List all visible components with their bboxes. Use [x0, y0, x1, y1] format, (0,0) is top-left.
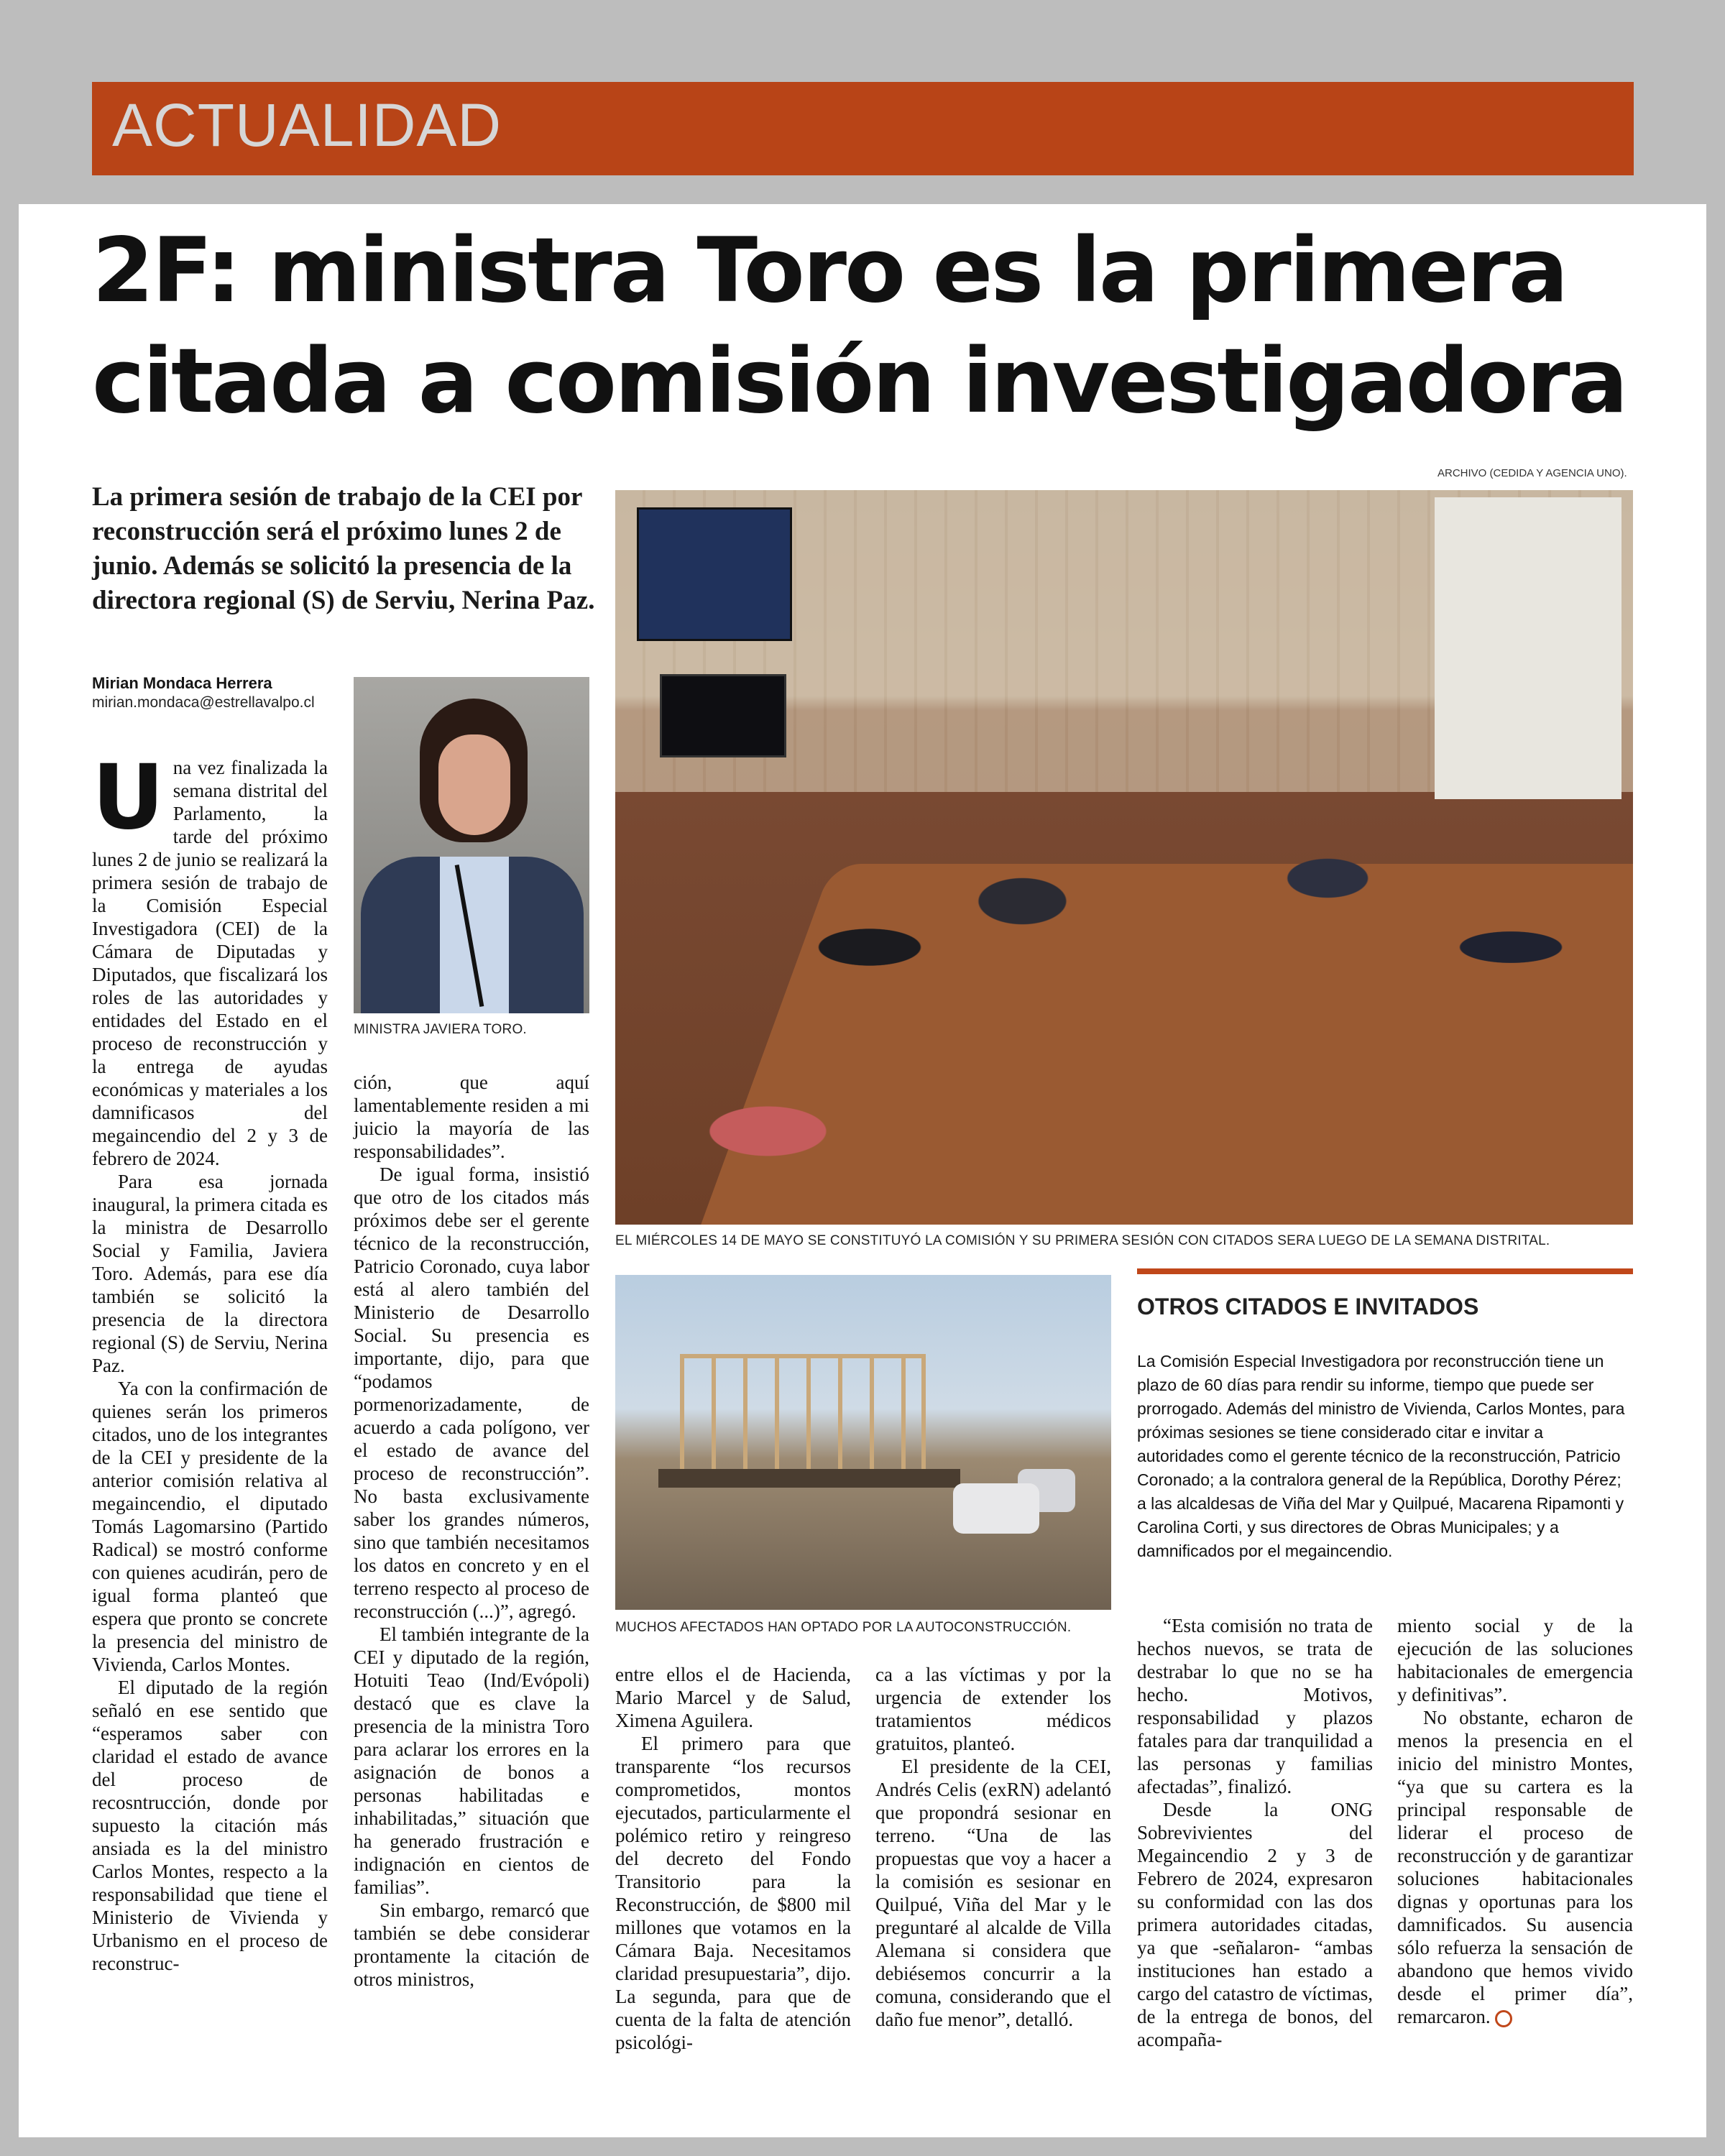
body-column-6	[1397, 1614, 1633, 2028]
portrait-caption: MINISTRA JAVIERA TORO.	[354, 1022, 527, 1037]
section-header	[92, 82, 1634, 175]
paragraph: El también integrante de la CEI y diputado de la región, Hotuiti Teao (Ind/Evópoli) destacó que es clave la presencia de la ministra Toro para aclarar los errores en la asignación de bonos a personas habilitadas e inhabilitadas,” situación que ha generado frustración e indignación en cientos de familias”.	[354, 1623, 589, 1898]
paragraph: De igual forma, insistió que otro de los citados más próximos debe ser el gerente técnico de la reconstrucción, Patricio Coronado, cuya labor está al alero también del Ministerio de Desarrollo Social. Su presencia es importante, dijo, para que “podamos pormenorizadamente, de acuerdo a cada polígono, ver el estado de avance del proceso de reconstrucción”. No basta exclusivamente saber los grandes números, sino que también necesitamos los datos en concreto y en el terreno respecto al proceso de reconstrucción (...)”, agregó.	[354, 1164, 589, 1622]
paragraph: El presidente de la CEI, Andrés Celis (exRN) adelantó que propondrá sesionar en terreno. “Una de las propuestas que voy a hacer a la comisión es sesionar en Quilpué, Viña del Mar y le preguntaré al alcalde de Villa Alemana si considera que debiésemos concurrir a la comuna, considerando que el daño fue menor”, detalló.	[875, 1756, 1111, 2030]
paragraph: entre ellos el de Hacienda, Mario Marcel y de Salud, Ximena Aguilera.	[615, 1664, 851, 1731]
sidebar-title: OTROS CITADOS E INVITADOS	[1137, 1294, 1479, 1319]
paragraph: Sin embargo, remarcó que también se debe considerar prontamente la citación de otros ministros,	[354, 1899, 589, 1990]
paragraph: ca a las víctimas y por la urgencia de extender los tratamientos médicos gratuitos, planteó.	[875, 1664, 1111, 1754]
construction-photo-caption: MUCHOS AFECTADOS HAN OPTADO POR LA AUTOCONSTRUCCIÓN.	[615, 1620, 1072, 1635]
portrait-photo	[354, 677, 589, 1013]
paragraph: miento social y de la ejecución de las soluciones habitacionales de emergencia y definitivas”.	[1397, 1615, 1633, 1705]
drop-cap: U	[92, 746, 165, 849]
paragraph: No obstante, echaron de menos la presencia en el inicio del ministro Montes, “ya que su cartera es la principal responsable de liderar el proceso de reconstrucción y de garantizar soluciones habitacionales dignas y oportunas para los damnificados. Su ausencia sólo refuerza la sensación de abandono que hemos vivido desde el primer día”, remarcaron.	[1397, 1707, 1633, 2027]
paragraph: Ya con la confirmación de quienes serán los primeros citados, uno de los integrantes de la CEI y presidente de la anterior comisión relativa al megaincendio, el diputado Tomás Lagomarsino (Partido Radical) se mostró conforme con quienes acudirán, pero de igual forma planteó que espera que pronto se concrete la presencia del ministro de Vivienda, Carlos Montes.	[92, 1378, 328, 1675]
body-column-3	[615, 1663, 851, 2054]
paragraph: El primero para que transparente “los recursos comprometidos, montos ejecutados, particularmente el polémico retiro y reingreso del decreto del Fondo Transitorio para la Reconstrucción, de $800 mil millones que votamos en la Cámara Baja. Necesitamos claridad presupuestaria”, dijo. La segunda, para que de cuenta de la falta de atención psicológi-	[615, 1733, 851, 2053]
main-photo	[615, 490, 1633, 1225]
paragraph: Una vez finalizada la semana distrital del Parlamento, la tarde del próximo lunes 2 de junio se realizará la primera sesión de trabajo de la Comisión Especial Investigadora (CEI) de la Cámara de Diputadas y Diputados, que fiscalizará los roles de las autoridades y entidades del Estado en el proceso de reconstrucción y la entrega de ayudas económicas y materiales a los damnificasos del megaincendio del 2 y 3 de febrero de 2024.	[92, 746, 328, 1169]
deck: La primera sesión de trabajo de la CEI por reconstrucción será el próximo lunes 2 de junio. Además se solicitó la presencia de la directora regional (S) de Serviu, Nerina Paz.	[92, 482, 595, 615]
paragraph: Desde la ONG Sobrevivientes del Megaincendio 2 y 3 de Febrero de 2024, expresaron su conformidad con las dos primera autoridades citadas, ya que -señalaron- “ambas instituciones han estado a cargo del catastro de víctimas, de la entrega de bonos, del acompaña-	[1137, 1799, 1373, 2050]
paragraph: ción, que aquí lamentablemente residen a mi juicio la mayoría de las responsabilidades”.	[354, 1072, 589, 1162]
body-column-4	[875, 1663, 1111, 2031]
body-column-5	[1137, 1614, 1373, 2051]
body-column-1	[92, 746, 328, 1975]
paragraph: “Esta comisión no trata de hechos nuevos, se trata de destrabar lo que no se ha hecho. Motivos, responsabilidad y plazos fatales para dar tranquilidad a las personas y familias afectadas”, finalizó.	[1137, 1615, 1373, 1797]
section-label: ACTUALIDAD	[112, 91, 502, 159]
paragraph: Para esa jornada inaugural, la primera citada es la ministra de Desarrollo Social y Familia, Javiera Toro. Además, para ese día también se solicitó la presencia de la directora regional (S) de Serviu, Nerina Paz.	[92, 1171, 328, 1376]
sidebar-rule	[1137, 1268, 1633, 1274]
photo-credit: ARCHIVO (CEDIDA Y AGENCIA UNO).	[1438, 467, 1627, 479]
paragraph: El diputado de la región señaló en ese sentido que “esperamos saber con claridad el estado de avance del proceso de recosntrucción, donde por supuesto la citación más ansiada es la del ministro Carlos Montes, respecto a la responsabilidad que tiene el Ministerio de Vivienda y Urbanismo en el proceso de reconstruc-	[92, 1677, 328, 1974]
construction-photo	[615, 1275, 1111, 1610]
end-mark-icon	[1495, 2010, 1512, 2027]
main-photo-caption: EL MIÉRCOLES 14 DE MAYO SE CONSTITUYÓ LA COMISIÓN Y SU PRIMERA SESIÓN CON CITADOS SERA LUEGO DE LA SEMANA DISTRITAL.	[615, 1233, 1550, 1248]
byline-name: Mirian Mondaca Herrera	[92, 674, 272, 692]
headline: 2F: ministra Toro es la primera citada a comisión investigadora	[92, 219, 1627, 433]
body-column-2	[354, 1071, 589, 1991]
byline-email: mirian.mondaca@estrellavalpo.cl	[92, 694, 315, 711]
sidebar-body: La Comisión Especial Investigadora por reconstrucción tiene un plazo de 60 días para rendir su informe, tiempo que puede ser prorrogado. Además del ministro de Vivienda, Carlos Montes, para próximas sesiones se tiene considerado citar e invitar a autoridades como el gerente técnico de la reconstrucción, Patricio Coronado; a la contralora general de la República, Dorothy Pérez; a las alcaldesas de Viña del Mar y Quilpué, Macarena Ripamonti y Carolina Corti, y sus directores de Obras Municipales; y a damnificados por el megaincendio.	[1137, 1352, 1625, 1560]
